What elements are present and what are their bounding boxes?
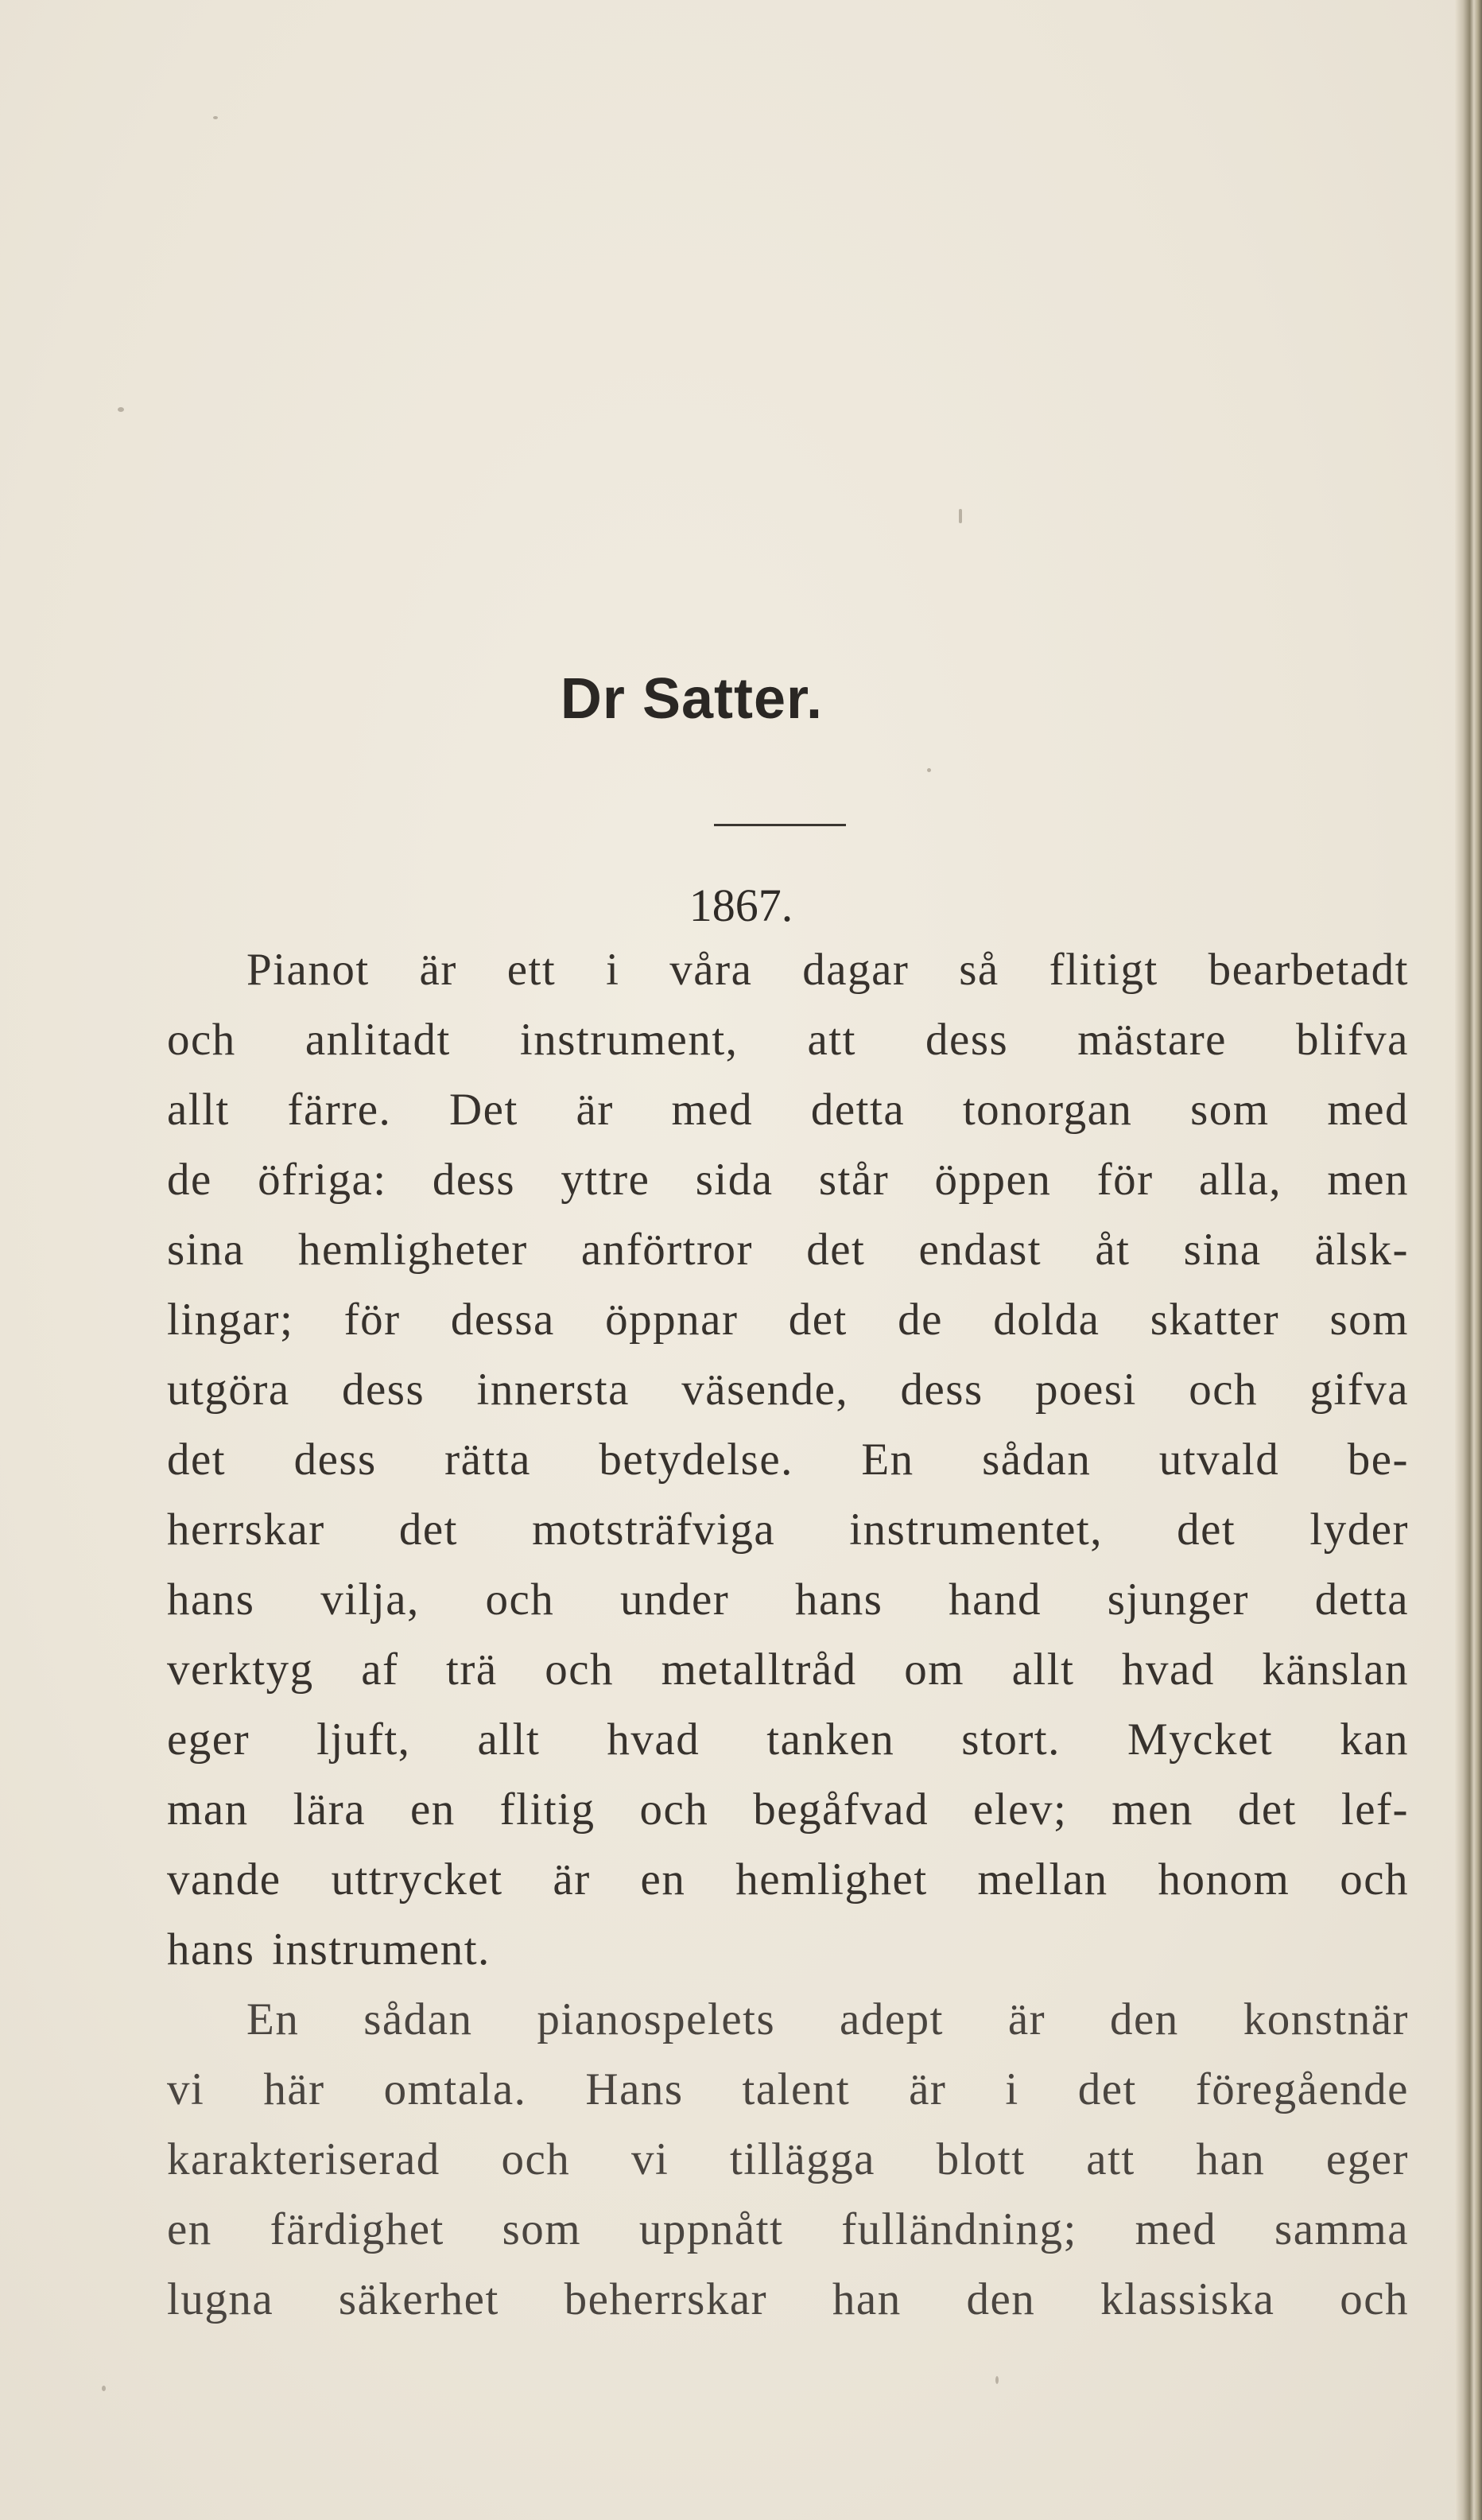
body-text: [167, 935, 1409, 2335]
text-line: lugna säkerhet beherrskar han den klassiska och: [167, 2274, 1409, 2324]
text-line: hans vilja, och under hans hand sjunger detta: [167, 1575, 1409, 1625]
paper-speck: [959, 509, 962, 523]
text-line: vande uttrycket är en hemlighet mellan honom och: [167, 1854, 1409, 1905]
text-line: utgöra dess innersta väsende, dess poesi och gifva: [167, 1365, 1409, 1415]
paper-speck: [102, 2386, 106, 2391]
paper-speck: [118, 407, 124, 412]
text-line: de öfriga: dess yttre sida står öppen för alla, men: [167, 1155, 1409, 1205]
text-line: hans instrument.: [167, 1924, 491, 1974]
text-line: en färdighet som uppnått fulländning; med samma: [167, 2204, 1409, 2254]
year-label: 1867.: [689, 879, 793, 931]
heading-rule: [714, 824, 846, 826]
text-line: man lära en flitig och begåfvad elev; men det lef-: [167, 1784, 1409, 1835]
paper-speck: [995, 2376, 999, 2384]
text-line: och anlitadt instrument, att dess mästare blifva: [167, 1015, 1409, 1065]
text-line: vi här omtala. Hans talent är i det föregående: [167, 2064, 1409, 2114]
paper-speck: [927, 768, 931, 772]
text-line: lingar; för dessa öppnar det de dolda skatter som: [167, 1295, 1409, 1345]
text-line: Pianot är ett i våra dagar så flitigt bearbetadt: [246, 945, 1409, 995]
text-line: karakteriserad och vi tillägga blott att han eger: [167, 2134, 1409, 2184]
text-line: sina hemligheter anförtror det endast åt sina älsk-: [167, 1225, 1409, 1275]
text-line: herrskar det motsträfviga instrumentet, det lyder: [167, 1505, 1409, 1555]
book-spine-edge: [1455, 0, 1482, 2520]
chapter-heading: Dr Satter.: [560, 667, 824, 731]
text-line: verktyg af trä och metalltråd om allt hvad känslan: [167, 1644, 1409, 1695]
text-line: allt färre. Det är med detta tonorgan som med: [167, 1085, 1409, 1135]
paper-speck: [213, 116, 218, 119]
text-line: eger ljuft, allt hvad tanken stort. Mycket kan: [167, 1714, 1409, 1765]
text-line: En sådan pianospelets adept är den konstnär: [246, 1994, 1409, 2044]
text-line: det dess rätta betydelse. En sådan utvald be-: [167, 1435, 1409, 1485]
